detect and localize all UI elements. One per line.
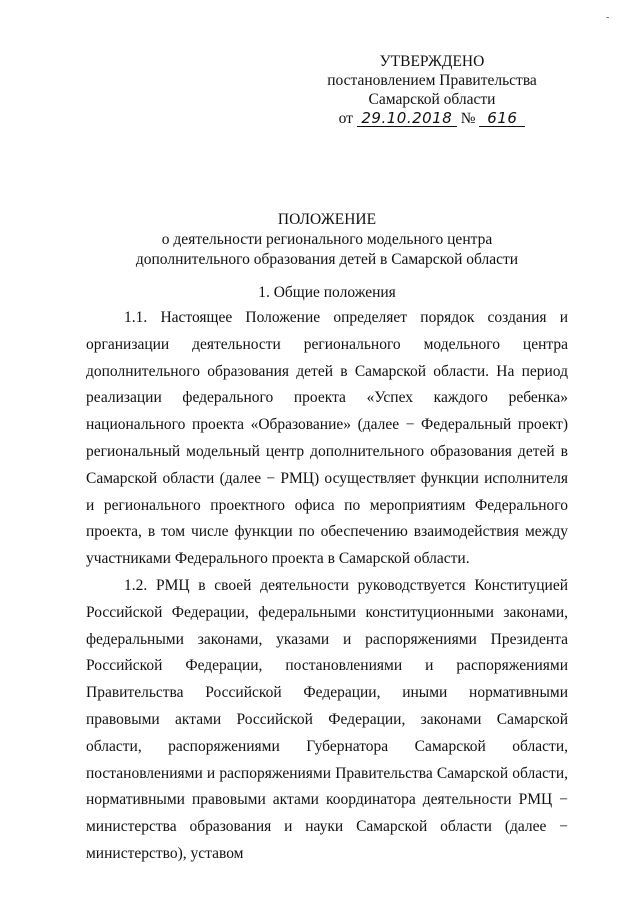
paragraph-1-1: 1.1. Настоящее Положение определяет порядок создания и организации деятельности регионального модельного центра дополнительного образования детей в Самарской области. На период реализации федерального проекта «Успех каждого ребенка» национального проекта «Образование» (далее − Федеральный проект) региональный модельный центр дополнительного образования детей в Самарской области (далее − РМЦ) осуществляет функции исполнителя и регионального проектного офиса по мероприятиям Федерального проекта, в том числе функции по обеспечению взаимодействия между участниками Федерального проекта в Самарской области.	[86, 309, 568, 568]
approved-region-line: Самарской области	[368, 91, 496, 108]
approval-stamp-block	[312, 52, 552, 128]
approved-by-line: постановлением Правительства	[327, 72, 537, 89]
approval-date-line	[312, 109, 552, 128]
corner-mark: -	[606, 12, 610, 23]
number-label: №	[460, 110, 476, 127]
paragraph-1-2: 1.2. РМЦ в своей деятельности руководствуется Конституцией Российской Федерации, федеральными конституционными законами, федеральными законами, указами и распоряжениями Президента Российской Федерации, постановлениями и распоряжениями Правительства Российской Федерации, иными нормативными правовыми актами Российской Федерации, законами Самарской области, распоряжениями Губернатора Самарской области, постановлениями и распоряжениями Правительства Самарской области, нормативными правовыми актами координатора деятельности РМЦ − министерства образования и науки Самарской области (далее − министерство), уставом	[86, 576, 568, 862]
handwritten-number: 616	[479, 111, 525, 127]
handwritten-date: 29.10.2018	[357, 111, 457, 127]
document-title: ПОЛОЖЕНИЕ	[277, 211, 377, 228]
from-label: от	[338, 110, 353, 127]
document-body	[86, 305, 568, 868]
document-subtitle-line-1: о деятельности регионального модельного центра	[161, 231, 493, 248]
section-heading: 1. Общие положения	[258, 284, 396, 301]
approved-label: УТВЕРЖДЕНО	[379, 53, 485, 70]
document-title-block	[86, 210, 568, 270]
document-subtitle-line-2: дополнительного образования детей в Самарской области	[135, 251, 519, 268]
